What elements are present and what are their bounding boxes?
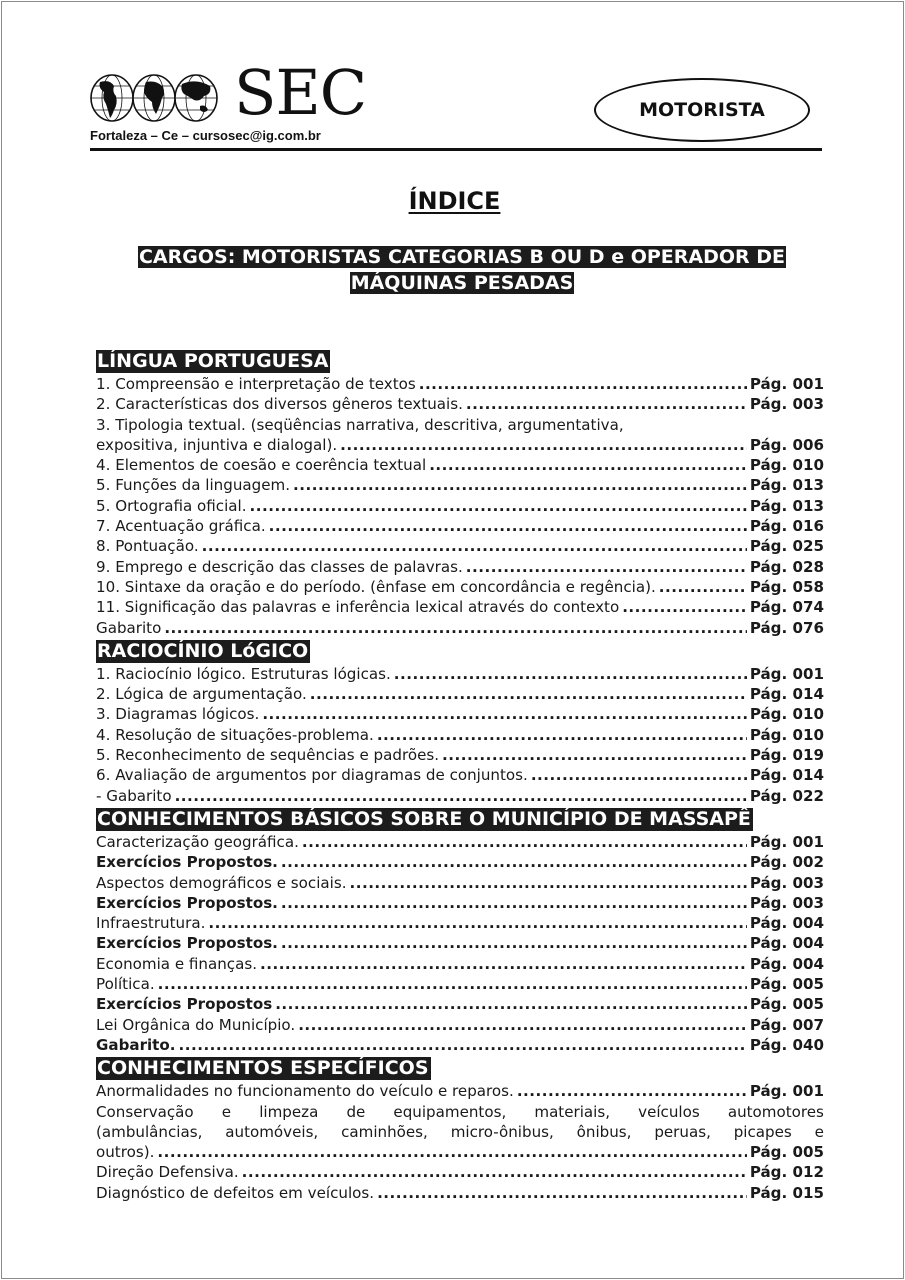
toc-entry[interactable]	[96, 394, 824, 414]
section-municipio-massape	[96, 806, 824, 1055]
entry-page: Pág. 016	[749, 517, 824, 536]
word: veículos	[638, 1102, 700, 1121]
section-title	[96, 1055, 824, 1081]
entry-page: Pág. 013	[749, 476, 824, 495]
entry-text: Política.	[96, 975, 155, 994]
toc-entry[interactable]	[96, 765, 824, 785]
table-of-contents	[96, 348, 824, 1203]
toc-entry[interactable]	[96, 725, 824, 745]
dot-leader	[208, 913, 746, 933]
entry-text: 5. Ortografia oficial.	[96, 496, 247, 515]
entry-page: Pág. 007	[749, 1015, 824, 1034]
entry-page: Pág. 006	[749, 435, 824, 454]
entry-text: Gabarito	[96, 618, 162, 637]
entry-text: 1. Raciocínio lógico. Estruturas lógicas.	[96, 664, 391, 683]
toc-entry[interactable]	[96, 893, 824, 913]
entry-text: 10. Sintaxe da oração e do período. (ênfase em concordância e regência).	[96, 577, 656, 596]
dot-leader	[419, 374, 747, 394]
dot-leader	[442, 745, 747, 765]
entry-text: Infraestrutura.	[96, 914, 206, 933]
toc-entry[interactable]	[96, 954, 824, 974]
toc-entry[interactable]	[96, 704, 824, 724]
toc-entry[interactable]	[96, 557, 824, 577]
entry-text: 11. Significação das palavras e inferência lexical através do contexto	[96, 598, 620, 617]
entry-page: Pág. 012	[749, 1163, 824, 1182]
dot-leader	[310, 684, 747, 704]
toc-entry[interactable]	[96, 435, 824, 455]
toc-entry[interactable]	[96, 455, 824, 475]
course-badge: MOTORISTA	[594, 78, 810, 142]
entry-text: Direção Defensiva.	[96, 1163, 239, 1182]
globe-africa-icon	[132, 74, 176, 122]
entry-page: Pág. 014	[749, 766, 824, 785]
dot-leader	[157, 1142, 746, 1162]
entry-page: Pág. 022	[749, 786, 824, 805]
section-lingua-portuguesa	[96, 348, 824, 638]
toc-entry[interactable]	[96, 913, 824, 933]
entry-page: Pág. 010	[749, 725, 824, 744]
toc-entry[interactable]	[96, 1015, 824, 1035]
entry-page: Pág. 003	[749, 893, 824, 912]
dot-leader	[175, 786, 747, 806]
toc-entry[interactable]	[96, 832, 824, 852]
logo-text: SEC	[234, 56, 367, 129]
entry-text-continued: 3. Tipologia textual. (seqüências narrativa, descritiva, argumentativa,	[96, 415, 624, 434]
dot-leader	[659, 577, 747, 597]
contact-info: Fortaleza – Ce – cursosec@ig.com.br	[90, 128, 321, 143]
dot-leader	[622, 597, 747, 617]
dot-leader	[202, 536, 747, 556]
entry-page: Pág. 004	[749, 934, 824, 953]
toc-entry[interactable]	[96, 1183, 824, 1203]
section-title	[96, 806, 824, 832]
toc-entry[interactable]	[96, 933, 824, 953]
entry-page: Pág. 001	[749, 1082, 824, 1101]
toc-entry[interactable]	[96, 536, 824, 556]
dot-leader	[250, 496, 747, 516]
document-title	[2, 186, 905, 216]
toc-entry[interactable]	[96, 374, 824, 394]
entry-text: - Gabarito	[96, 786, 172, 805]
word: peruas,	[654, 1122, 711, 1141]
dot-leader	[302, 832, 747, 852]
entry-text: 4. Resolução de situações-problema.	[96, 725, 374, 744]
entry-page: Pág. 074	[749, 598, 824, 617]
section-raciocinio-logico	[96, 638, 824, 806]
dot-leader	[281, 852, 747, 872]
section-title-text: CONHECIMENTOS ESPECÍFICOS	[97, 1057, 429, 1080]
entry-text: 3. Diagramas lógicos.	[96, 705, 260, 724]
entry-text: Anormalidades no funcionamento do veículo e reparos.	[96, 1082, 514, 1101]
word: caminhões,	[341, 1122, 428, 1141]
dot-leader	[466, 394, 747, 414]
dot-leader	[531, 765, 747, 785]
entry-page: Pág. 002	[749, 853, 824, 872]
entry-page: Pág. 019	[749, 746, 824, 765]
entry-page: Pág. 003	[749, 873, 824, 892]
dot-leader	[275, 994, 747, 1014]
word: e	[221, 1102, 232, 1121]
entry-page: Pág. 058	[749, 577, 824, 596]
entry-text: Lei Orgânica do Município.	[96, 1015, 296, 1034]
entry-text-continued	[96, 1122, 824, 1142]
entry-text: Gabarito.	[96, 1035, 176, 1054]
word: equipamentos,	[393, 1102, 507, 1121]
entry-text: expositiva, injuntiva e dialogal).	[96, 435, 338, 454]
word: automotores	[727, 1102, 824, 1121]
entry-page: Pág. 004	[749, 954, 824, 973]
dot-leader	[269, 516, 747, 536]
toc-entry[interactable]	[96, 1162, 824, 1182]
toc-entry[interactable]	[96, 496, 824, 516]
dot-leader	[242, 1162, 747, 1182]
entry-text: outros).	[96, 1143, 155, 1162]
entry-page: Pág. 001	[749, 832, 824, 851]
entry-page: Pág. 010	[749, 705, 824, 724]
section-conhecimentos-especificos	[96, 1055, 824, 1203]
dot-leader	[281, 933, 747, 953]
dot-leader	[260, 954, 747, 974]
word: e	[814, 1122, 824, 1141]
entry-text: 2. Lógica de argumentação.	[96, 685, 307, 704]
section-title-text: LÍNGUA PORTUGUESA	[97, 350, 329, 372]
entry-text: Exercícios Propostos.	[96, 853, 278, 872]
cargos-heading	[96, 244, 828, 296]
word: (ambulâncias,	[96, 1122, 203, 1141]
toc-entry[interactable]	[96, 745, 824, 765]
entry-text: Diagnóstico de defeitos em veículos.	[96, 1183, 375, 1202]
cargos-line-1: CARGOS: MOTORISTAS CATEGORIAS B OU D e OPERADOR DE	[138, 246, 786, 268]
entry-text: Aspectos demográficos e sociais.	[96, 873, 347, 892]
entry-page: Pág. 005	[749, 975, 824, 994]
entry-page: Pág. 015	[749, 1183, 824, 1202]
dot-leader	[262, 704, 747, 724]
dot-leader	[298, 1015, 747, 1035]
globe-asia-icon	[174, 74, 218, 122]
word: de	[346, 1102, 366, 1121]
entry-text: Exercícios Propostos.	[96, 934, 278, 953]
dot-leader	[429, 455, 747, 475]
toc-entry[interactable]	[96, 994, 824, 1014]
entry-page: Pág. 004	[749, 914, 824, 933]
toc-entry[interactable]	[96, 475, 824, 495]
section-title-text: CONHECIMENTOS BÁSICOS SOBRE O MUNICÍPIO DE MASSAPÊ	[97, 807, 751, 830]
entry-text: 6. Avaliação de argumentos por diagramas de conjuntos.	[96, 766, 528, 785]
toc-entry[interactable]	[96, 618, 824, 638]
logo-globes	[90, 74, 216, 122]
entry-page: Pág. 014	[749, 685, 824, 704]
entry-text: 5. Funções da linguagem.	[96, 476, 291, 495]
entry-page: Pág. 028	[749, 557, 824, 576]
toc-entry[interactable]	[96, 1081, 824, 1101]
entry-text: 5. Reconhecimento de sequências e padrões.	[96, 746, 440, 765]
dot-leader	[164, 618, 747, 638]
cargos-line-2: MÁQUINAS PESADAS	[350, 272, 574, 294]
dot-leader	[466, 557, 747, 577]
entry-text: 9. Emprego e descrição das classes de palavras.	[96, 557, 463, 576]
toc-entry[interactable]	[96, 974, 824, 994]
section-title-text: RACIOCÍNIO LóGICO	[97, 639, 309, 662]
entry-page: Pág. 025	[749, 537, 824, 556]
word: automóveis,	[225, 1122, 319, 1141]
entry-page: Pág. 003	[749, 395, 824, 414]
entry-page: Pág. 005	[749, 1143, 824, 1162]
toc-entry[interactable]	[96, 873, 824, 893]
toc-entry[interactable]	[96, 1035, 824, 1055]
section-title	[96, 348, 824, 374]
dot-leader	[517, 1081, 747, 1101]
entry-text: 8. Pontuação.	[96, 537, 199, 556]
word: Conservação	[96, 1102, 194, 1121]
entry-page: Pág. 010	[749, 456, 824, 475]
document-title-text: ÍNDICE	[408, 187, 501, 215]
header-divider	[90, 148, 822, 151]
page	[1, 1, 904, 1279]
dot-leader	[281, 893, 747, 913]
entry-page: Pág. 013	[749, 496, 824, 515]
entry-text-continued	[96, 1102, 824, 1122]
dot-leader	[293, 475, 747, 495]
dot-leader	[377, 1183, 747, 1203]
dot-leader	[158, 974, 747, 994]
entry-page: Pág. 040	[749, 1035, 824, 1054]
toc-entry[interactable]	[96, 1142, 824, 1162]
dot-leader	[179, 1035, 747, 1055]
entry-text: 7. Acentuação gráfica.	[96, 517, 266, 536]
toc-entry[interactable]	[96, 852, 824, 872]
globe-americas-icon	[90, 74, 134, 122]
toc-entry[interactable]	[96, 516, 824, 536]
toc-entry[interactable]	[96, 577, 824, 597]
word: materiais,	[534, 1102, 611, 1121]
entry-text: Exercícios Propostos.	[96, 893, 278, 912]
word: ônibus,	[576, 1122, 632, 1141]
entry-page: Pág. 001	[749, 664, 824, 683]
word: limpeza	[259, 1102, 319, 1121]
dot-leader	[340, 435, 747, 455]
toc-entry[interactable]	[96, 664, 824, 684]
entry-text: Economia e finanças.	[96, 954, 257, 973]
toc-entry[interactable]	[96, 597, 824, 617]
entry-text: Exercícios Propostos	[96, 995, 273, 1014]
entry-text: 4. Elementos de coesão e coerência textual	[96, 456, 427, 475]
word: micro-ônibus,	[450, 1122, 554, 1141]
entry-text: Caracterização geográfica.	[96, 832, 299, 851]
toc-entry[interactable]	[96, 786, 824, 806]
dot-leader	[377, 725, 747, 745]
section-title	[96, 638, 824, 664]
toc-entry[interactable]	[96, 684, 824, 704]
dot-leader	[394, 664, 747, 684]
entry-page: Pág. 001	[749, 375, 824, 393]
entry-page: Pág. 005	[749, 995, 824, 1014]
dot-leader	[350, 873, 747, 893]
entry-text: 1. Compreensão e interpretação de textos	[96, 375, 416, 393]
word: picapes	[733, 1122, 792, 1141]
entry-text: 2. Características dos diversos gêneros textuais.	[96, 395, 463, 414]
entry-page: Pág. 076	[749, 618, 824, 637]
